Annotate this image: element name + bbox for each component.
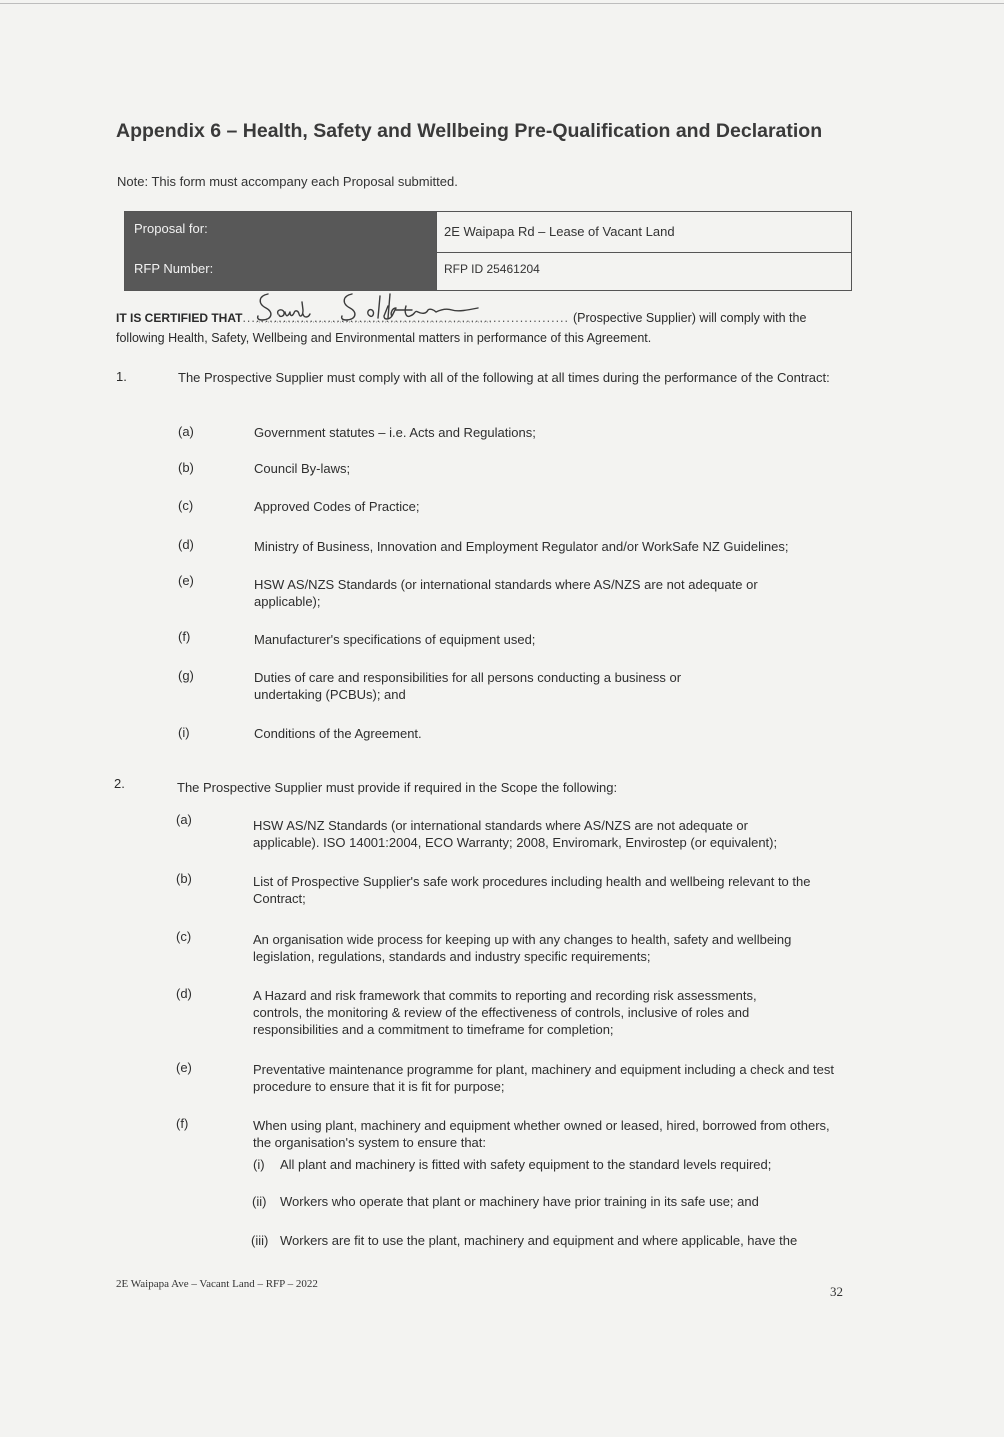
s2-subitem-i-text: All plant and machinery is fitted with safety equipment to the standard levels required;: [280, 1157, 772, 1172]
rfp-value: RFP ID 25461204: [436, 252, 851, 290]
s2-subitem-i-label: (i): [253, 1157, 265, 1172]
s2-item-a-text: HSW AS/NZ Standards (or international standards where AS/NZS are not adequate or applicable). ISO 14001:2004, ECO Warranty; 2008, Enviromark, Envirostep (or equivalent);: [253, 818, 778, 850]
s2-item-c-text: An organisation wide process for keeping up with any changes to health, safety and wellbeing legislation, regulations, standards and industry specific requirements;: [253, 932, 792, 964]
form-note: Note: This form must accompany each Proposal submitted.: [117, 174, 458, 189]
proposal-value: 2E Waipapa Rd – Lease of Vacant Land: [436, 212, 851, 252]
s2-subitem-ii-label: (ii): [252, 1194, 267, 1209]
s1-item-b-label: (b): [178, 460, 194, 475]
s2-item-f-label: (f): [176, 1116, 189, 1131]
s1-item-f-text: Manufacturer's specifications of equipment used;: [254, 632, 536, 647]
certified-lead: IT IS CERTIFIED THAT: [116, 311, 243, 325]
s2-item-b-label: (b): [176, 871, 192, 886]
s1-item-b-text: Council By-laws;: [254, 461, 351, 476]
s1-item-d-label: (d): [178, 537, 194, 552]
s1-item-a-text: Government statutes – i.e. Acts and Regulations;: [254, 425, 536, 440]
s2-subitem-ii-text: Workers who operate that plant or machinery have prior training in its safe use; and: [280, 1194, 759, 1209]
section-2-number: 2.: [114, 776, 125, 791]
footer-document-name: 2E Waipapa Ave – Vacant Land – RFP – 2022: [116, 1278, 318, 1290]
s2-item-a-label: (a): [176, 812, 192, 827]
s1-item-d-text: Ministry of Business, Innovation and Employment Regulator and/or WorkSafe NZ Guidelines;: [254, 539, 789, 554]
signature-dots-leading: .........: [242, 311, 283, 325]
s2-item-e-label: (e): [176, 1060, 192, 1075]
top-border-line: [0, 3, 1004, 4]
s2-item-d-label: (d): [176, 986, 192, 1001]
certification-line: [116, 311, 806, 325]
certification-trail: (Prospective Supplier) will comply with the: [572, 311, 807, 325]
proposal-row: [125, 212, 851, 253]
s2-subitem-iii-text: Workers are fit to use the plant, machinery and equipment and where applicable, have the: [280, 1233, 798, 1248]
s2-item-b-text: List of Prospective Supplier's safe work procedures including health and wellbeing relevant to the Contract;: [253, 874, 811, 906]
s1-item-i-label: (i): [178, 725, 190, 740]
s1-item-g-label: (g): [178, 668, 194, 683]
s1-item-i-text: Conditions of the Agreement.: [254, 726, 422, 741]
rfp-label: RFP Number:: [125, 252, 436, 290]
s1-item-e-text: HSW AS/NZS Standards (or international standards where AS/NZS are not adequate or applicable);: [254, 577, 758, 609]
section-1-number: 1.: [116, 369, 127, 384]
s1-item-c-text: Approved Codes of Practice;: [254, 499, 420, 514]
s2-item-d-text: A Hazard and risk framework that commits to reporting and recording risk assessments, controls, the monitoring & review of the effectiveness of controls, inclusive of roles and responsibilities and a commitment to timeframe for completion;: [253, 988, 757, 1037]
s2-item-c-label: (c): [176, 929, 192, 944]
section-2-intro: The Prospective Supplier must provide if required in the Scope the following:: [177, 780, 618, 795]
signature-dots: ................................................................: [282, 311, 569, 325]
proposal-label: Proposal for:: [125, 212, 436, 252]
proposal-table: [124, 211, 852, 291]
s1-item-g-text: Duties of care and responsibilities for all persons conducting a business or undertaking (PCBUs); and: [254, 670, 682, 702]
s1-item-c-label: (c): [178, 498, 194, 513]
s2-item-f-text: When using plant, machinery and equipment whether owned or leased, hired, borrowed from others, the organisation's system to ensure that:: [253, 1118, 830, 1150]
section-1-intro: The Prospective Supplier must comply with all of the following at all times during the performance of the Contract:: [178, 370, 830, 385]
s1-item-f-label: (f): [178, 629, 191, 644]
page-number: 32: [830, 1284, 843, 1299]
s2-subitem-iii-label: (iii): [251, 1233, 269, 1248]
page-title: Appendix 6 – Health, Safety and Wellbeing Pre-Qualification and Declaration: [116, 120, 823, 142]
certification-line-2: following Health, Safety, Wellbeing and Environmental matters in performance of this Agreement.: [116, 331, 652, 345]
rfp-row: [125, 252, 851, 290]
s1-item-e-label: (e): [178, 573, 194, 588]
s2-item-e-text: Preventative maintenance programme for plant, machinery and equipment including a check and test procedure to ensure that it is fit for purpose;: [253, 1062, 834, 1094]
s1-item-a-label: (a): [178, 424, 194, 439]
